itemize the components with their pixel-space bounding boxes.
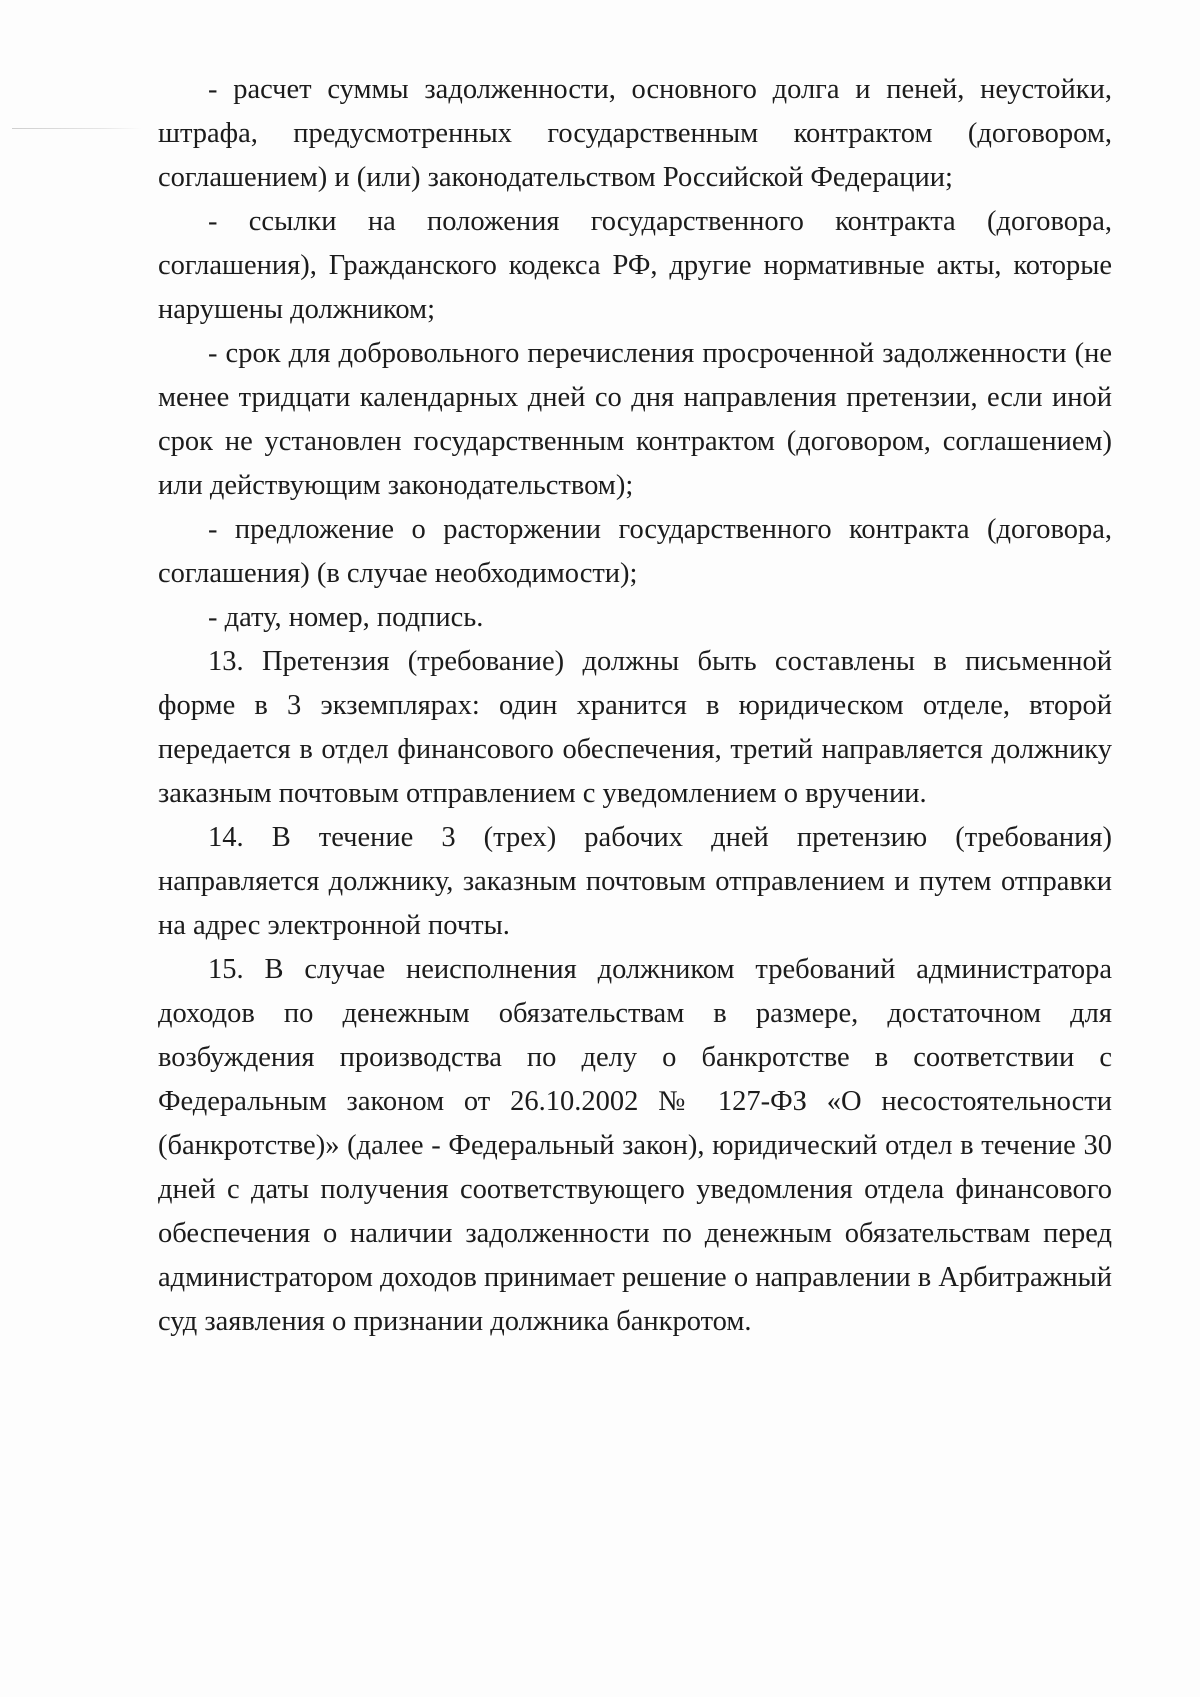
paragraph-item-14: 14. В течение 3 (трех) рабочих дней претензию (требования) направляется должнику, заказным почтовым отправлением и путем отправки на адрес электронной почты. [158, 822, 1112, 941]
paragraph-contract-references: - ссылки на положения государственного контракта (договора, соглашения), Гражданского кодекса РФ, другие нормативные акты, которые нарушены должником; [158, 206, 1112, 325]
paragraph-payment-deadline: - срок для добровольного перечисления просроченной задолженности (не менее тридцати календарных дней со дня направления претензии, если иной срок не установлен государственным контрактом (договором, соглашением) или действующим законодательством); [158, 338, 1112, 501]
paragraph-debt-calculation: - расчет суммы задолженности, основного долга и пеней, неустойки, штрафа, предусмотренных государственным контрактом (договором, соглашением) и (или) законодательством Российской Федерации; [158, 74, 1112, 193]
document-body [158, 68, 1112, 1344]
paragraph-date-number-signature: - дату, номер, подпись. [208, 602, 484, 633]
paragraph-item-15: 15. В случае неисполнения должником требований администратора доходов по денежным обязательствам в размере, достаточном для возбуждения производства по делу о банкротстве в соответствии с Федеральным законом от 26.10.2002 № 127-ФЗ «О несостоятельности (банкротстве)» (далее - Федеральный закон), юридический отдел в течение 30 дней с даты получения соответствующего уведомления отдела финансового обеспечения о наличии задолженности по денежным обязательствам перед администратором доходов принимает решение о направлении в Арбитражный суд заявления о признании должника банкротом. [158, 954, 1112, 1337]
scan-artifact-line [12, 128, 142, 129]
paragraph-termination-proposal: - предложение о расторжении государственного контракта (договора, соглашения) (в случае необходимости); [158, 514, 1112, 589]
paragraph-item-13: 13. Претензия (требование) должны быть составлены в письменной форме в 3 экземплярах: один хранится в юридическом отделе, второй передается в отдел финансового обеспечения, третий направляется должнику заказным почтовым отправлением с уведомлением о вручении. [158, 646, 1112, 809]
